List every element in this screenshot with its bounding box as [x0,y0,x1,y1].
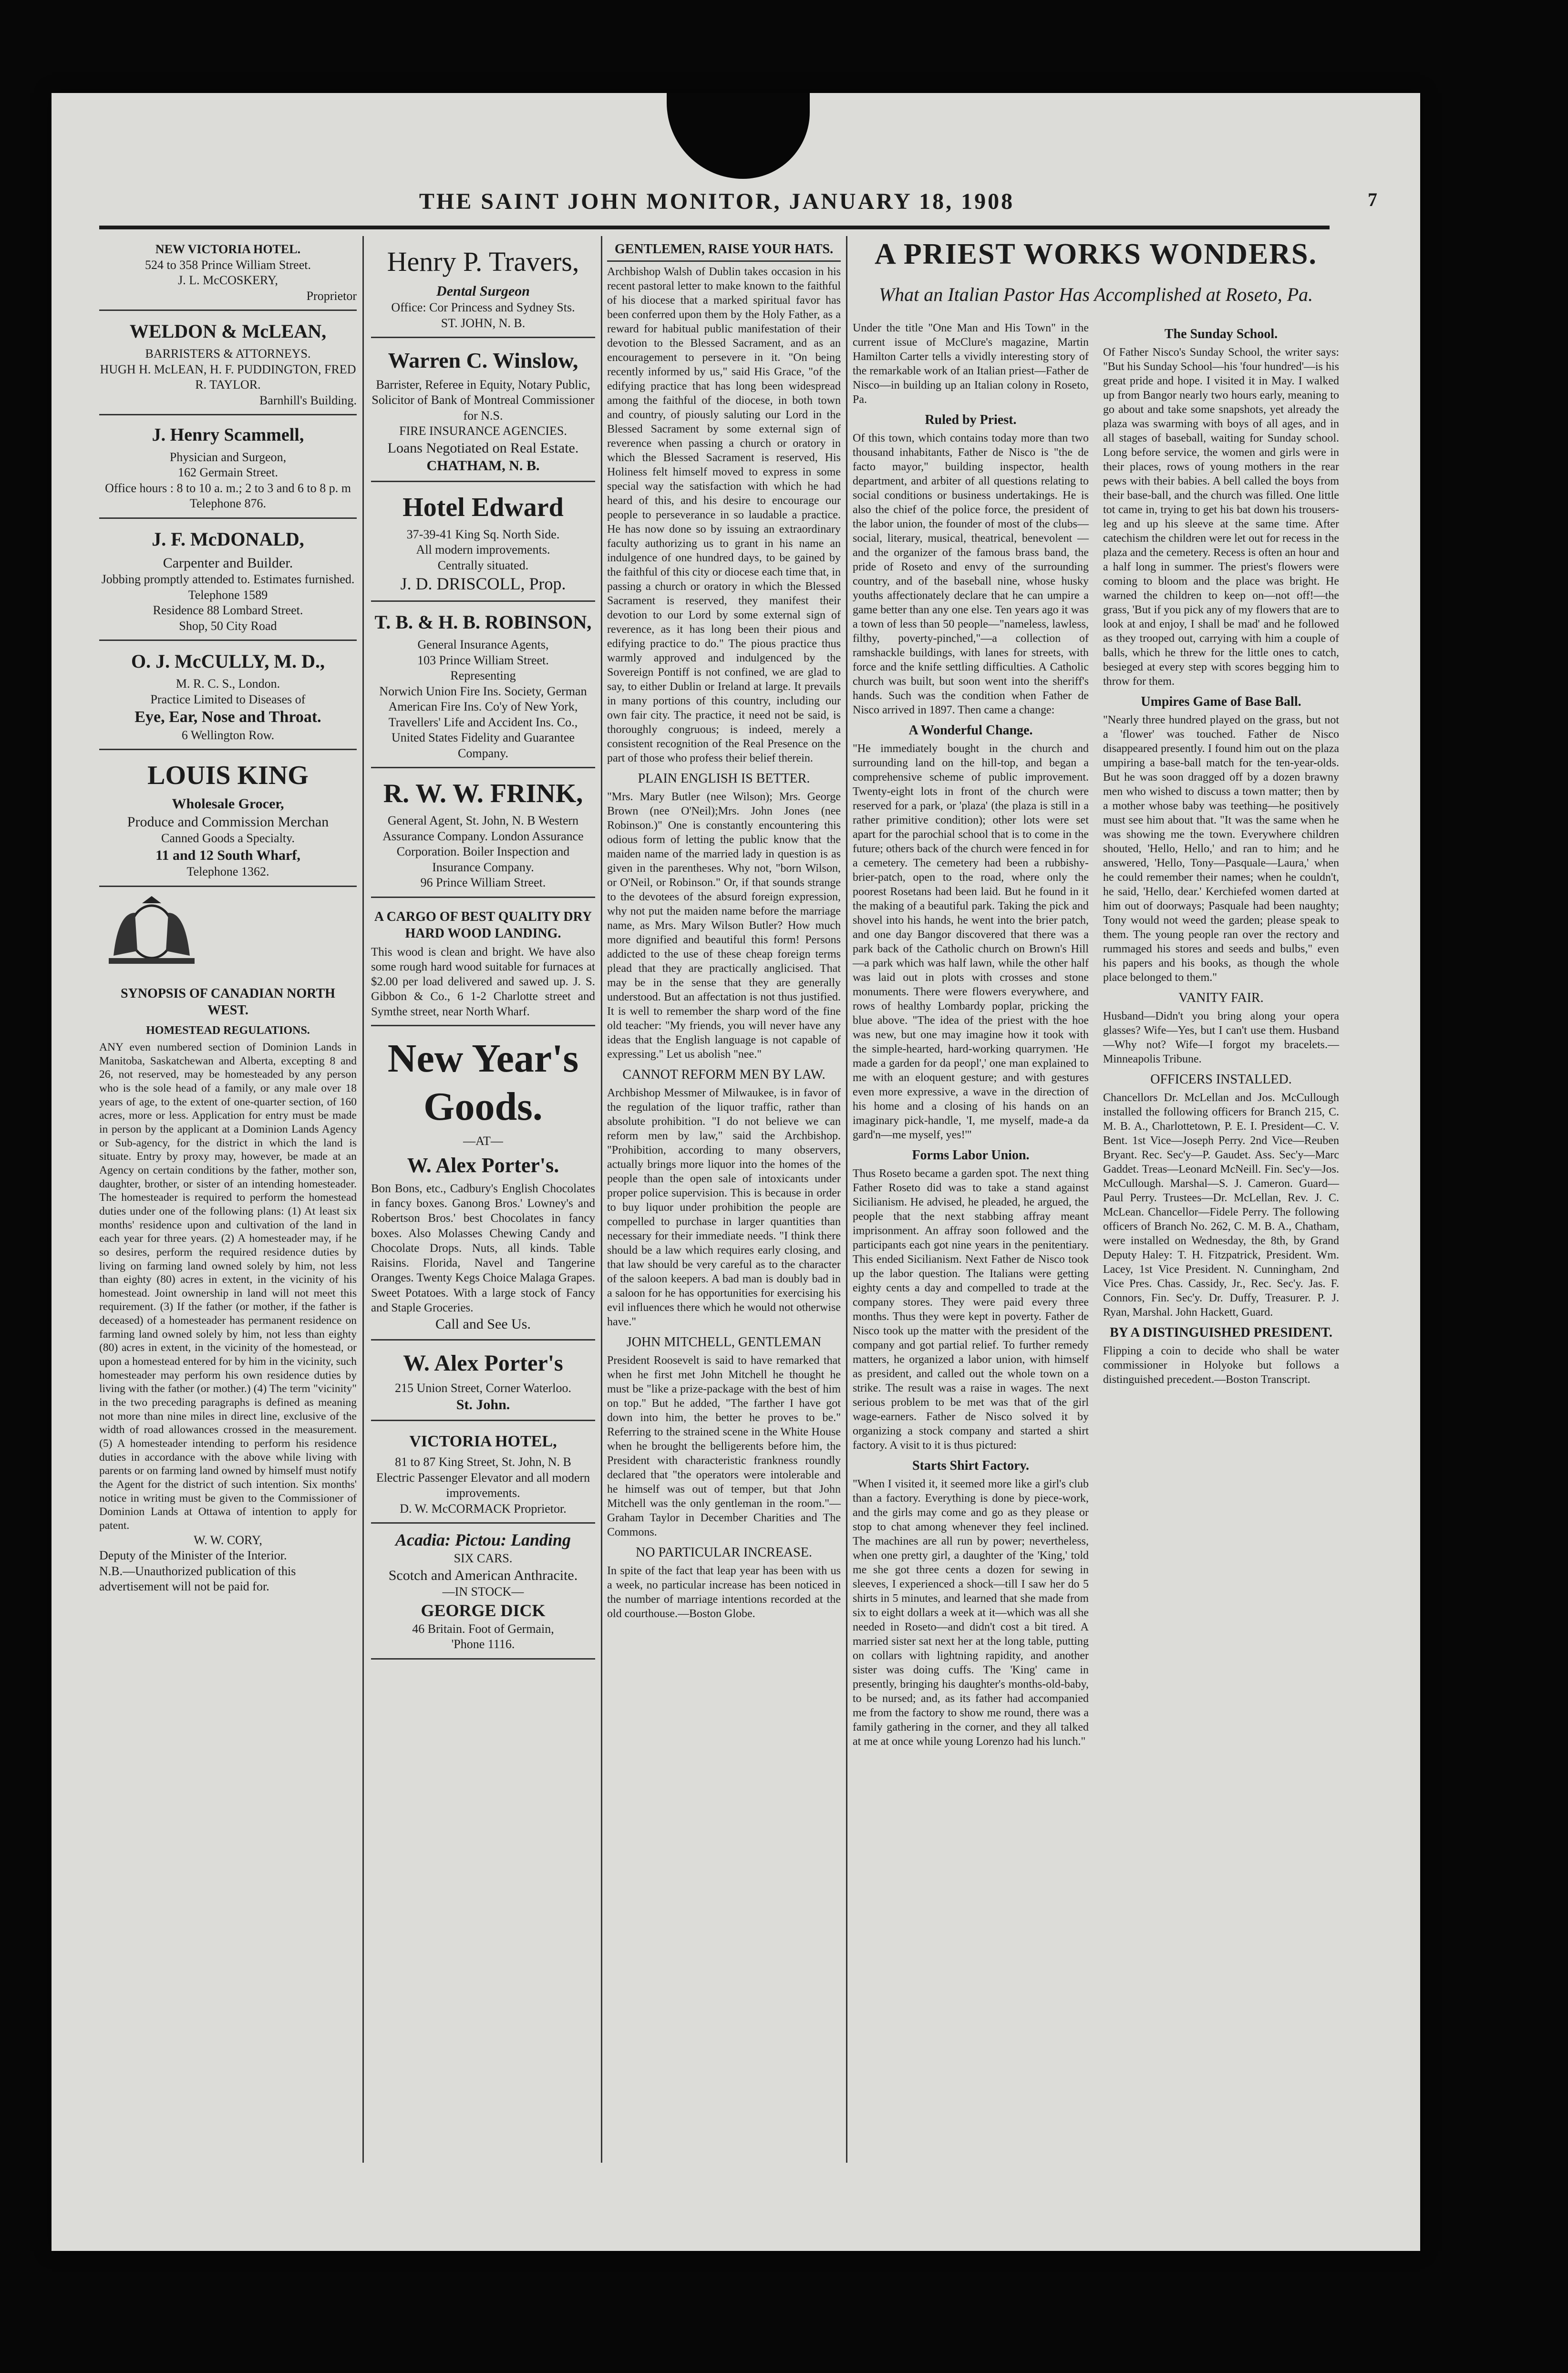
ad-at: —AT— [463,1134,503,1148]
ad-address: 46 Britain. Foot of Germain, [412,1621,554,1636]
article-body: Husband—Didn't you bring along your opera glasses? Wife—Yes, but I can't use them. Husband—Why not? Wife—I forgot my bracelets.—Minneapolis Tribune. [1103,1010,1339,1065]
ad-new-years-goods [371,1026,595,1341]
ad-title: Acadia: Pictou: Landing [395,1530,571,1550]
column-3 [607,236,841,1621]
article-title: NO PARTICULAR INCREASE. [636,1545,812,1560]
ad-title: New Year's Goods. [387,1036,579,1129]
ad-city: CHATHAM, N. B. [426,458,540,474]
ad-body: Electric Passenger Elevator and all modern improvements. [376,1470,590,1500]
article-body: Chancellors Dr. McLellan and Jos. McCullough installed the following officers for Branch 215, C. M. B. A., Charlottetown, P. E. I. President—C. V. Bent. 1st Vice—Joseph Perry. 2nd Vice—Reuben Bryant. Rec. Sec'y—P. Gaudet. Ass. Sec'y—Marc Gaddet. Treas—Leonard McNeill. Fin. Sec'y—Jos. McCullough. Marshal—S. J. Cameron. Guard—Paul Perry. Trustees—Dr. McLellan, Rev. J. C. McLean. Chancellor—Fidele Perry. The following officers of Branch No. 262, C. M. B. A., Chatham, were installed on Wednesday, the 8th, by Grand Deputy Haley: T. H. Fitzpatrick, President. Wm. Lacey, 1st Vice President. N. Cunningham, 2nd Vice Pres. Chas. Cassidy, Jr., Rec. Sec'y. Jas. F. Connors, Fin. Sec'y. Dr. Duffy, Treasurer. P. J. Ryan, Marshal. John Hackett, Guard. [1103,1091,1339,1319]
ad-title: A CARGO OF BEST QUALITY DRY HARD WOOD LANDING. [374,909,592,941]
ad-title: Warren C. Winslow, [388,348,578,372]
ad-description: General Agent, St. John, N. B Western Assurance Company. London Assurance Corporation. Boiler Inspection and Insurance Company. [382,814,584,874]
ad-name: GEORGE DICK [421,1600,546,1620]
ad-scammell [99,415,357,519]
ad-subtitle: Wholesale Grocer, [172,796,284,812]
ad-shop: Shop, 50 City Road [179,619,277,633]
paper-tear [667,93,810,179]
ad-hours: Office hours : 8 to 10 a. m.; 2 to 3 and 6 to 8 p. m [105,481,351,495]
ad-body: Scotch and American Anthracite. [388,1567,578,1583]
ad-weldon-mclean [99,311,357,415]
column-4 [853,236,1339,1749]
ad-mcdonald [99,519,357,641]
ad-title: NEW VICTORIA HOTEL. [155,242,301,256]
ad-louis-king [99,750,357,887]
ad-new-victoria-hotel [99,236,357,311]
feature-columns [853,321,1339,1749]
ad-winslow [371,338,595,482]
ad-subtitle: BARRISTERS & ATTORNEYS. [145,347,311,361]
synopsis-title: SYNOPSIS OF CANADIAN NORTH WEST. [121,986,335,1018]
ad-address: 524 to 358 Prince William Street. [145,258,311,272]
feature-subhead: Starts Shirt Factory. [912,1458,1029,1473]
page-number: 7 [1368,189,1377,210]
ad-victoria-hotel [371,1421,595,1524]
ad-loans: Loans Negotiated on Real Estate. [387,440,579,456]
article-title: PLAIN ENGLISH IS BETTER. [638,771,810,786]
masthead-title: THE SAINT JOHN MONITOR, JANUARY 18, 1908 [419,189,1015,214]
ad-subtitle: Physician and Surgeon, [169,450,287,464]
feature-body: Of this town, which contains today more than two thousand inhabitants, Father de Nisco is "the de facto mayor," building inspector, health department, and arbiter of all questions relating to social conditions or business undertakings. He is also the chief of the police force, the president of the labor union, the founder of most of the clubs—social, literary, musical, theatrical, benevolent —and the organizer of the famous brass band, the pride of Roseto and envy of the surrounding country, and of the baseball nine, whose husky youths affectionately declare that he can umpire a game better than any one else. Ten years ago it was a town of less than 50 people—"nameless, lawless, filthy, poverty-pinched,"—a collection of ramshackle buildings, with lanes for streets, with force and the knife settling difficulties. A Catholic church was built, but soon went into the sheriff's hands. Such was the condition when Father de Nisco arrived in 1897. Then came a change: [853,432,1089,716]
feature-subhead: Forms Labor Union. [912,1147,1030,1163]
ad-subtitle: Carpenter and Builder. [163,555,293,571]
ad-address: 215 Union Street, Corner Waterloo. [394,1381,572,1395]
ad-subtitle: M. R. C. S., London. [175,677,280,691]
ad-fire: FIRE INSURANCE AGENCIES. [399,424,567,438]
feature-title: A PRIEST WORKS WONDERS. [874,238,1318,270]
ad-address: 103 Prince William Street. [417,653,549,667]
ad-body: This wood is clean and bright. We have also some rough hard wood suitable for furnaces at $2.00 per load delivered and sawed up. J. S. Gibbon & Co., 6 1-2 Charlotte street and Symthe street, near North Wharf. [371,945,595,1018]
ad-subtitle: Dental Surgeon [436,283,530,299]
feature-right [1103,321,1339,1749]
article-title: GENTLEMEN, RAISE YOUR HATS. [607,241,841,262]
column-rule [601,236,602,2163]
ad-title: R. W. W. FRINK, [383,779,583,808]
ad-proprietor-title: Proprietor [306,289,357,303]
article-title: JOHN MITCHELL, GENTLEMAN [626,1335,822,1350]
ad-store: W. Alex Porter's. [407,1153,559,1177]
feature-body: "Nearly three hundred played on the grass, but not a 'flower' was touched. Father de Nisco disappeared presently. I found him out on the plaza umpiring a base-ball match for the ten-year-olds. But he was soon dragged off by a dozen brawny men who wished to discuss a town matter; then by a mother whose baby was teething—he positively must see him about that. "It was the same when he was showing me the town. Everywhere children shouted, 'Hello, Hello,' and ran to him; and he answered, 'Hello, Tony—Pasquale—Laura,' when he could remember their names; when he couldn't, he said, 'Hello, dear.' Kerchiefed women darted at him out of doorways; Pasquale had been naughty; Tony would not weed the garden; please speak to them. The young people ran over the rectory and rummaged his stores and seeds and bulbs," even his papers and his books, as though the whole place belonged to them." [1103,713,1339,984]
ad-description: Barrister, Referee in Equity, Notary Public, Solicitor of Bank of Montreal Commissioner for N.S. [371,377,595,423]
ad-address: 81 to 87 King Street, St. John, N. B [395,1455,571,1469]
ad-companies: Norwich Union Fire Ins. Society, German American Fire Ins. Co'y of New York, Travellers' Life and Accident Ins. Co., United States Fidelity and Guarantee Company. [379,684,587,760]
ad-acadia [371,1524,595,1660]
feature-subhead: Ruled by Priest. [925,412,1017,427]
ad-proprietor: D. W. McCORMACK Proprietor. [400,1501,567,1516]
ad-telephone: Telephone 876. [190,496,266,510]
ad-subtitle: General Insurance Agents, [417,638,549,651]
synopsis-subtitle: HOMESTEAD REGULATIONS. [146,1024,310,1037]
ad-city: St. John. [456,1397,510,1413]
ad-title: J. F. McDONALD, [152,528,304,550]
ad-proprietor: J. D. DRISCOLL, Prop. [400,574,566,593]
ad-hotel-edward [371,482,595,602]
synopsis-signature-title: Deputy of the Minister of the Interior. [99,1548,287,1563]
ad-residence: Residence 88 Lombard Street. [153,603,303,617]
ad-address: 162 Germain Street. [177,465,279,479]
column-2 [371,236,595,1660]
article-title: CANNOT REFORM MEN BY LAW. [622,1067,825,1082]
article-title: VANITY FAIR. [1178,990,1264,1005]
ad-title: WELDON & McLEAN, [129,320,327,342]
article-title: OFFICERS INSTALLED. [1150,1072,1292,1087]
coat-of-arms-icon [99,894,204,970]
feature-deck: What an Italian Pastor Has Accomplished at Roseto, Pa. [878,283,1313,305]
ad-practice: Practice Limited to Diseases of [150,692,306,706]
header-rule [99,226,1330,229]
ad-title: T. B. & H. B. ROBINSON, [374,611,592,633]
column-rule [362,236,364,2163]
ad-frink [371,768,595,898]
ad-body: Bon Bons, etc., Cadbury's English Chocolates in fancy boxes. Ganong Bros.' Lowney's and Robertson Bros.' best Chocolates in fancy boxes. Also Molasses Chewing Candy and Chocolate Drops. Nuts, all kinds. Table Raisins. Florida, Navel and Tangerine Oranges. Twenty Kegs Choice Malaga Grapes. Sweet Potatoes. With a large stock of Fancy and Staple Groceries. [371,1182,595,1314]
feature-body: Thus Roseto became a garden spot. The next thing Father Roseto did was to take a stand against Sicilianism. He advised, he pleaded, he argued, the people that the next stabbing affray meant imprisonment. An affray soon followed and the participants each got nine years in the penitentiary. This ended Sicilianism. Next Father de Nisco took up the labor question. The Italians were getting eighty cents a day and compelled to trade at the company stores. They were paid every three months. Thus they were kept in poverty. Father de Nisco took up the matter with the president of the company and got partial relief. To further remedy matters, he organized a labor union, with himself as president, and called out the whole town on a strike. The result was a raise in wages. The next serious problem to be met was that of the girl wage-earners. Father de Nisco solved it by organizing a stock company and started a shirt factory. A visit to it is thus pictured: [853,1167,1089,1452]
ad-call: Call and See Us. [435,1316,531,1332]
article-body: "Mrs. Mary Butler (nee Wilson); Mrs. George Brown (nee O'Neil);Mrs. John Jones (nee Robinson.)" One is constantly encountering this odious form of letting the public know that the maiden name of the married lady in question is as given in the parentheses. Why not, "born Wilson, or O'Neil, or Robinson." Or, if that sounds strange to the devotees of the absurd foreign expression, why not put the maiden name before the marriage name, as Mrs. Mary Wilson Butler? How much more dignified and beautiful this form! Persons addicted to the use of these cheap foreign terms plead that they are practically anglicised. That may be in the sense that they are generally understood. But an affectation is not thus justified. It is well to remember the sharp word of the fine old teacher: "My friends, you will never have any ideas that the English language is not capable of expressing." Let us abolish "nee." [607,791,841,1061]
ad-title: Hotel Edward [402,492,564,522]
feature-body: "When I visited it, it seemed more like a girl's club than a factory. Everything is done by piece-work, and the girls may come and go as they please or stop to chat among whenever they feel inclined. The machines are all run by power; nevertheless, when one pretty girl, a daughter of the 'King,' told me she got three cents a dozen for sewing in sleeves, I experienced a shock—till I saw her do 5 shirts in 5 minutes, and learned that she made from six to eight dollars a week at it—which was all she needed in Roseto—and didn't cost a bit tired. A married sister sat next her at the long table, putting on collars with lightning rapidity, and another sister was doing cuffs. The 'King' came in presently, bringing his daughter's months-old-baby, to be nursed; and, as its father had accompanied me from the factory to show me round, there was a family gathering in the corner, and they all talked at me at once while young Lorenzo had his lunch." [853,1477,1089,1748]
ad-proprietor: J. L. McCOSKERY, [178,273,278,287]
synopsis-signature: W. W. CORY, [194,1533,262,1547]
ad-city: ST. JOHN, N. B. [441,316,526,330]
article-body: President Roosevelt is said to have remarked that when he first met John Mitchell he thought he must be "like a prize-package with the best of him on top." But he added, "The farther I have got down into him, the better he proves to be." Referring to the strained scene in the White House when he brought the belligerents before him, the President with characteristic frankness roundly declared that "the operators were intolerable and he himself was out of temper, but that John Mitchell was the only gentleman in the room."—Graham Taylor in December Charities and The Commons. [607,1354,841,1538]
ad-mccully [99,641,357,750]
ad-situated: Centrally situated. [437,558,529,572]
ad-stock: —IN STOCK— [442,1585,524,1599]
ad-title: VICTORIA HOTEL, [409,1432,557,1450]
column-rule [846,236,847,2163]
ad-building: Barnhill's Building. [259,393,357,407]
ad-subtitle-3: Canned Goods a Specialty. [161,831,295,845]
ad-specialty: Eye, Ear, Nose and Throat. [134,708,321,726]
ad-representing: Representing [450,669,516,682]
ad-cars: SIX CARS. [454,1551,513,1566]
ad-cargo [371,898,595,1026]
ad-address: 6 Wellington Row. [181,728,275,742]
ad-telephone: Telephone 1362. [186,865,269,878]
ad-title: O. J. McCULLY, M. D., [131,650,325,672]
ad-phone: 'Phone 1116. [451,1637,515,1651]
ad-title: W. Alex Porter's [403,1350,563,1376]
ad-improvements: All modern improvements. [416,543,550,557]
ad-subtitle-2: Produce and Commission Merchan [127,814,329,830]
article-title: BY A DISTINGUISHED PRESIDENT. [1110,1325,1332,1340]
synopsis-body: ANY even numbered section of Dominion Lands in Manitoba, Saskatchewan and Alberta, excepting 8 and 26, not reserved, may be homesteaded by any person who is the sole head of a family, or any male over 18 years of age, to the extent of one-quarter section, of 160 acres, more or less. Application for entry must be made in person by the applicant at a Dominion Lands Agency or Sub-agency, for the district in which the land is situate. Entry by proxy may, however, be made at an Agency on certain conditions by the father, mother son, daughter, brother, or sister of an intending homesteader. The homesteader is required to perform the homestead duties under one of the following plans: (1) At least six months' residence upon and cultivation of the land in each year for three years. (2) A homesteader may, if he so desires, perform the required residence duties by living on farming land owned solely by him, not less than eighty (80) acres in extent, in the vicinity of his homestead. Joint ownership in land will not meet this requirement. (3) If the father (or mother, if the father is deceased) of a homesteader has permanent residence on farming land owned solely by him, not less than eighty (80) acres in extent, in the vicinity of the homestead, or upon a homestead entered for by him in the vicinity, such homesteader may perform his own residence duties by living with the father (or mother.) (4) The term "vicinity" in the two preceding paragraphs is defined as meaning not more than nine miles in direct line, exclusive of the width of road allowances crossed in the measurement. (5) A homesteader intending to perform his residence duties in accordance with the above while living with parents or on farming land owned by himself must notify the Agent for the district of such intention. Six months' notice in writing must be given to the Commissioner of Dominion Lands at Ottawa of intention to apply for patent. [99,1041,357,1532]
ad-address: 11 and 12 South Wharf, [155,847,300,863]
feature-body: Of Father Nisco's Sunday School, the writer says: "But his Sunday School—his 'four hundred'—is his great pride and hope. I visited it in May. I walked up from Bangor nearly two hours early, meaning to go about and take some snapshots, yet already the plaza was swarming with boys of all ages, and in all stages of baseball, waiting for Sunday school. Long before service, the women and girls were in their places, rows of young mothers in the rear pews with their babies. A bell called the boys from their base-ball, and the church was filled. One little tot came in, trying to get his bat down his trousers-leg and up his sleeve at the same time. After catechism the children were let out for recess in the plaza and the cemetery. Recess is often an hour and a half long in summer. The priest's flowers were coming to bloom and the place was bright. He warned the children to keep on—not off!—the grass, 'But if you pick any of my flowers that are to look at and enjoy, I shall be mad' and he followed as they trooped out, carrying with him a couple of balls, which he threw for the little ones to catch, besieged at every step with scores begging him to throw for them. [1103,346,1339,688]
ad-address: 96 Prince William Street. [420,876,546,889]
article-body: In spite of the fact that leap year has been with us a week, no particular increase has been noticed in the number of marriage intentions recorded at the old courthouse.—Boston Globe. [607,1565,841,1620]
feature-left [853,321,1089,1749]
ad-office: Office: Cor Princess and Sydney Sts. [391,300,575,314]
newspaper-page [52,93,1420,2251]
ad-robinson [371,602,595,768]
article-body: Flipping a coin to decide who shall be water commissioner in Holyoke but follows a distinguished precedent.—Boston Transcript. [1103,1344,1339,1386]
feature-subhead: The Sunday School. [1164,326,1278,341]
ad-title: Henry P. Travers, [387,246,579,277]
synopsis-note: N.B.—Unauthorized publication of this advertisement will not be paid for. [99,1564,296,1594]
article-body: Archbishop Walsh of Dublin takes occasion in his recent pastoral letter to make known to the faithful of his diocese that a marked spiritual favor has been conferred upon them by the Holy Father, as a reward for habitual public manifestation of their devotion to the Blessed Sacrament, and as an encouragement to persevere in it. "On being recently informed by us," said His Grace, "of the edifying practice that has long been widespread among the faithful of the diocese, in both town and country, of piously saluting our Lord in the Blessed Sacrament by some external sign of reverence when passing a church or oratory in which the Blessed Sacrament is reserved, His Holiness felt himself moved to express in some special way the satisfaction with which he had heard of this, and his desire to encourage our people to perseverance in so laudable a practice. He has now done so by issuing an extraordinary faculty authorizing us to grant in his name an indulgence of one hundred days, to be gained by the faithful of this city or diocese each time that, in passing a church or oratory in which the Blessed Sacrament is reserved, they manifest their devotion to our Lord by some external sign of reverence, as it has long been their pious and edifying practice to do." The pious practice thus warmly approved and indulgenced by the Sovereign Pontiff is not confined, we are glad to say, to either Dublin or Ireland at large. It prevails in many portions of this country, including our own fair city. The practice, it need not be said, is thoroughly congruous; is indeed, merely a consistent recognition of the Real Presence on the part of those who profess their belief therein. [607,266,841,764]
feature-intro: Under the title "One Man and His Town" in the current issue of McClure's magazine, Martin Hamilton Carter tells a vividly interesting story of the remarkable work of an Italian priest—Father de Nisco—in building up an Italian colony in Roseto, Pa. [853,321,1089,406]
ad-title: LOUIS KING [147,761,309,790]
ad-travers [371,236,595,338]
ad-partners: HUGH H. McLEAN, H. F. PUDDINGTON, FRED R. TAYLOR. [100,362,356,392]
ad-address: 37-39-41 King Sq. North Side. [406,527,560,541]
feature-body: "He immediately bought in the church and surrounding land on the hill-top, and began a comprehensive scheme of public improvement. Twenty-eight lots in front of the church were reserved for a park, or 'plaza' (the plaza is still in a rather primitive condition); other lots were set apart for the parochial school that is to come in the future; others back of the church were fenced in for a cemetery. The cemetery had been a rubbishy-brier-patch, open to the road, where only the poorest Rosetans had been laid. But he found in it the making of a beautiful park. Taking the pick and shovel into his hands, he went into the brier patch, and one day Bangor discovered that there was a park back of the Catholic church on Brown's Hill—a park which was half lawn, while the other half was laid out in plots with crosses and stone monuments. There were flowers everywhere, and rows of healthy Lombardy poplar, pricking the blue above. "The idea of the priest with the hoe was new, but one may imagine how it took with the simple-hearted, hard-working quarrymen. 'He made a garden for da peopl',' one man explained to me with an eloquent gesture; and with gestures even more expressive, a wave in the direction of his home and a closing of his hands on an imaginary pick-handle, 'I, me myself, made-a da gard'n—me myself, yes!'" [853,742,1089,1141]
feature-subhead: A Wonderful Change. [908,722,1033,738]
article-body: Archbishop Messmer of Milwaukee, is in favor of the regulation of the liquor traffic, rather than absolute prohibition. "I do not believe we can reform men by law," said the Archbishop. "Prohibition, according to many observers, actually brings more liquor into the homes of the people than the open sale of intoxicants under proper police supervision. This is because in order to buy liquor under prohibition the people are compelled to purchase in larger quantities than necessary for their immediate needs. "I think there should be a law which requires early closing, and that law should be very careful as to the character of the saloon keepers. A bad man is doubly bad in a saloon for he has opportunities for exercising his evil influences there which he would not otherwise have." [607,1087,841,1328]
column-1 [99,236,357,1595]
feature-subhead: Umpires Game of Base Ball. [1141,694,1301,709]
ad-title: J. Henry Scammell, [152,425,304,445]
ad-note: Jobbing promptly attended to. Estimates furnished. [101,572,355,586]
ad-telephone: Telephone 1589 [188,588,268,602]
ad-porter [371,1341,595,1421]
masthead [94,188,1377,231]
